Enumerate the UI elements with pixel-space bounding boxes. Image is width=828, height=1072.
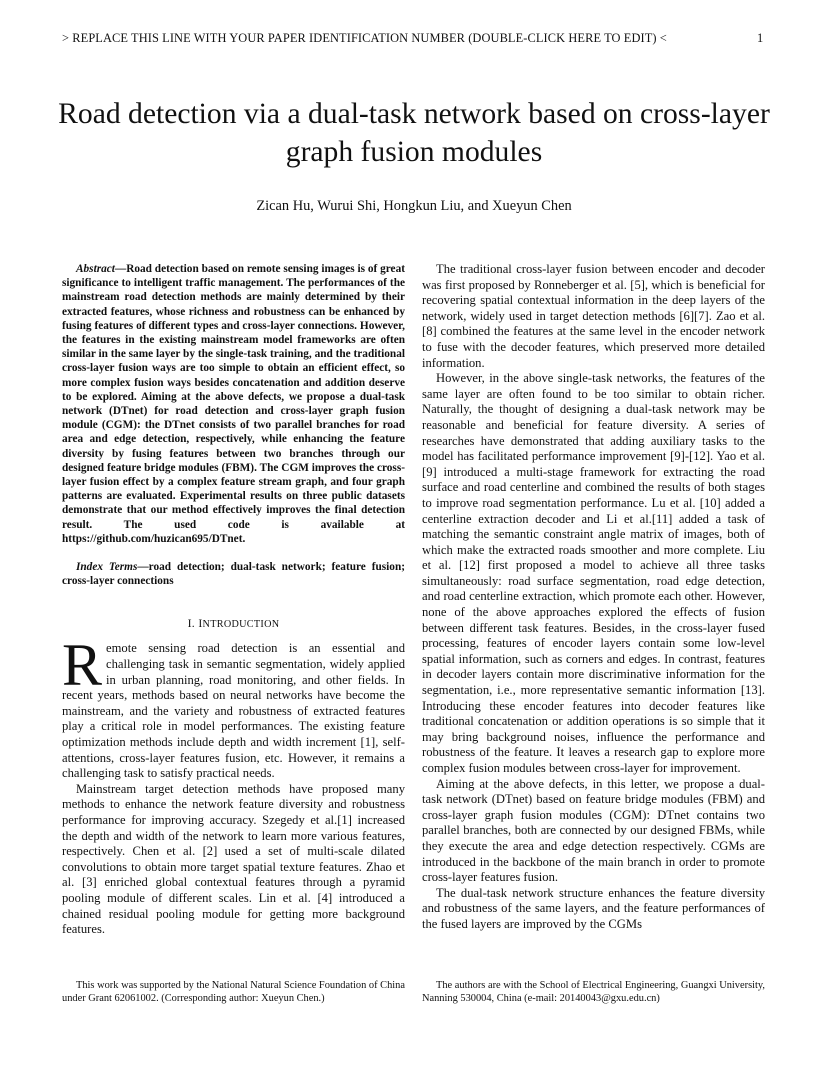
abstract-text: —Road detection based on remote sensing images is of great significance to intelligent traffic management. The performances of the mainstream road detection methods are mainly determined by their extracted features, whose richness and robustness can be enhanced by fusing features of different types and cross-layer connections. However, the features in the existing mainstream model frameworks are often similar in the same layer by the single-task training, and the traditional cross-layer fusion ways are too simple to obtain an efficient effect, so more complex fusion ways besides concatenation and addition deserve to be explored. Aiming at the above defects, we propose a dual-task network (DTnet) for road detection and cross-layer graph fusion module (CGM): the DTnet consists of two parallel branches for road area and edge detection, respectively, while enhancing the feature diversity by fusing features between two branches through our designed feature bridge modules (FBM). The CGM improves the cross-layer fusion effect by a complex feature stream graph, and four graph patterns are evaluated. Experimental results on three public datasets demonstrate that our method effectively improves the final detection result. The used code is available at https://github.com/huzican695/DTnet. [62, 263, 405, 545]
drop-cap: R [62, 632, 103, 699]
intro-paragraph-5: Aiming at the above defects, in this letter, we propose a dual-task network (DTnet) based on feature bridge modules (FBM) and cross-layer graph fusion modules (CGM): DTnet contains two parallel branches, both are connected by our designed FBMs, while they execute the area and edge detection respectively. CGMs are introduced in the backbone of the main branch in order to promote cross-layer features fusion. [422, 776, 765, 885]
abstract-lead: Abstract [76, 263, 115, 275]
intro-paragraph-3: The traditional cross-layer fusion between encoder and decoder was first proposed by Ronneberger et al. [5], which is beneficial for recovering spatial contextual information in the deep layers of the network, widely used in target detection methods [6][7]. Zao et al. [8] combined the features at the same level in the encoder network to fuse with the decoder features, which preserved more detailed information. [422, 262, 765, 370]
abstract [62, 262, 405, 546]
affiliation-footnote: The authors are with the School of Electrical Engineering, Guangxi University, Nanning 530004, China (e-mail: 20140043@gxu.edu.cn) [422, 980, 765, 1005]
index-terms [62, 560, 405, 588]
intro-paragraph-4: However, in the above single-task networks, the features of the same layer are often found to be too similar to obtain richer. Naturally, the thought of designing a dual-task network may be reasonable and beneficial for feature diversity. A series of researches have demonstrated that adding auxiliary tasks to the model has facilitated performance improvement [9]-[12]. Yao et al. [9] introduced a multi-stage framework for extracting the road surface and road centerline and combined the results of both stages to improve road segmentation performance. Lu et al. [10] added a centerline extraction decoder and Li et al.[11] added a task of matching the semantic constraint angle matrix of images, both of which make the extracted roads smoother and more complete. Liu et al. [12] first proposed a model to achieve all three tasks simultaneously: road surface segmentation, road edge detection, and road centerline extraction, which promote each other. However, none of the above approaches explored the effects of fusion between different task features. Besides, in the cross-layer fused processing, features of encoder layers contain some low-level spatial information, such as corners and edges. In contrast, features in decoder layers contain more discriminative information for the segmentation, i.e., more representative semantic information [13]. Introducing these encoder features into decoder features like traditional concatenation or addition operations is so simple that it may bring background noises, influence the performance and robustness of the feature. It leaves a research gap to explore more complex fusion modules between cross-layer for improvement. [422, 371, 765, 775]
section-heading-rest: NTRODUCTION [202, 619, 280, 631]
author-list: Zican Hu, Wurui Shi, Hongkun Liu, and Xueyun Chen [256, 198, 572, 214]
funding-footnote: This work was supported by the National Natural Science Foundation of China under Grant 62061002. (Corresponding author: Xueyun Chen.) [62, 980, 405, 1005]
index-terms-text: —road detection; dual-task network; feature fusion; cross-layer connections [62, 561, 406, 588]
page-number: 1 [757, 31, 764, 45]
index-terms-lead: Index Terms [76, 561, 138, 574]
paper-title: Road detection via a dual-task network based on cross-layer graph fusion modules [58, 98, 770, 168]
page-header: > REPLACE THIS LINE WITH YOUR PAPER IDENTIFICATION NUMBER (DOUBLE-CLICK HERE TO EDIT) < [62, 31, 667, 45]
intro-paragraph-1-text: emote sensing road detection is an essential and challenging task in semantic segmentation, widely applied in urban planning, road monitoring, and other fields. In recent years, methods based on neural networks have become the mainstream, and the variety and robustness of extracted features play a critical role in model performances. The existing feature optimization methods include depth and width increment [1], self-attentions, cross-layer features fusion, etc. However, it remains a challenging task to satisfy practical needs. [62, 641, 405, 781]
section-heading-introduction [62, 616, 405, 631]
right-column [422, 262, 765, 933]
section-numeral: I. [187, 616, 199, 631]
intro-paragraph-6: The dual-task network structure enhances the feature diversity and robustness of the same layers, and the feature performances of the fused layers are improved by the CGMs [422, 885, 765, 931]
intro-paragraph-2: Mainstream target detection methods have proposed many methods to enhance the network feature diversity and robustness performance for improving accuracy. Szegedy et al.[1] increased the depth and width of the network to learn more various features, respectively. Chen et al. [2] used a set of multi-scale dilated convolutions to obtain more target spatial texture features. Zhao et al. [3] enriched global contextual features through a pyramid pooling module of different scales. Lin et al. [4] introduced a chained residual pooling module for getting more background features. [62, 781, 405, 937]
intro-paragraph-1 [62, 632, 405, 781]
left-column [62, 262, 405, 938]
section-heading-first: I [198, 616, 203, 631]
